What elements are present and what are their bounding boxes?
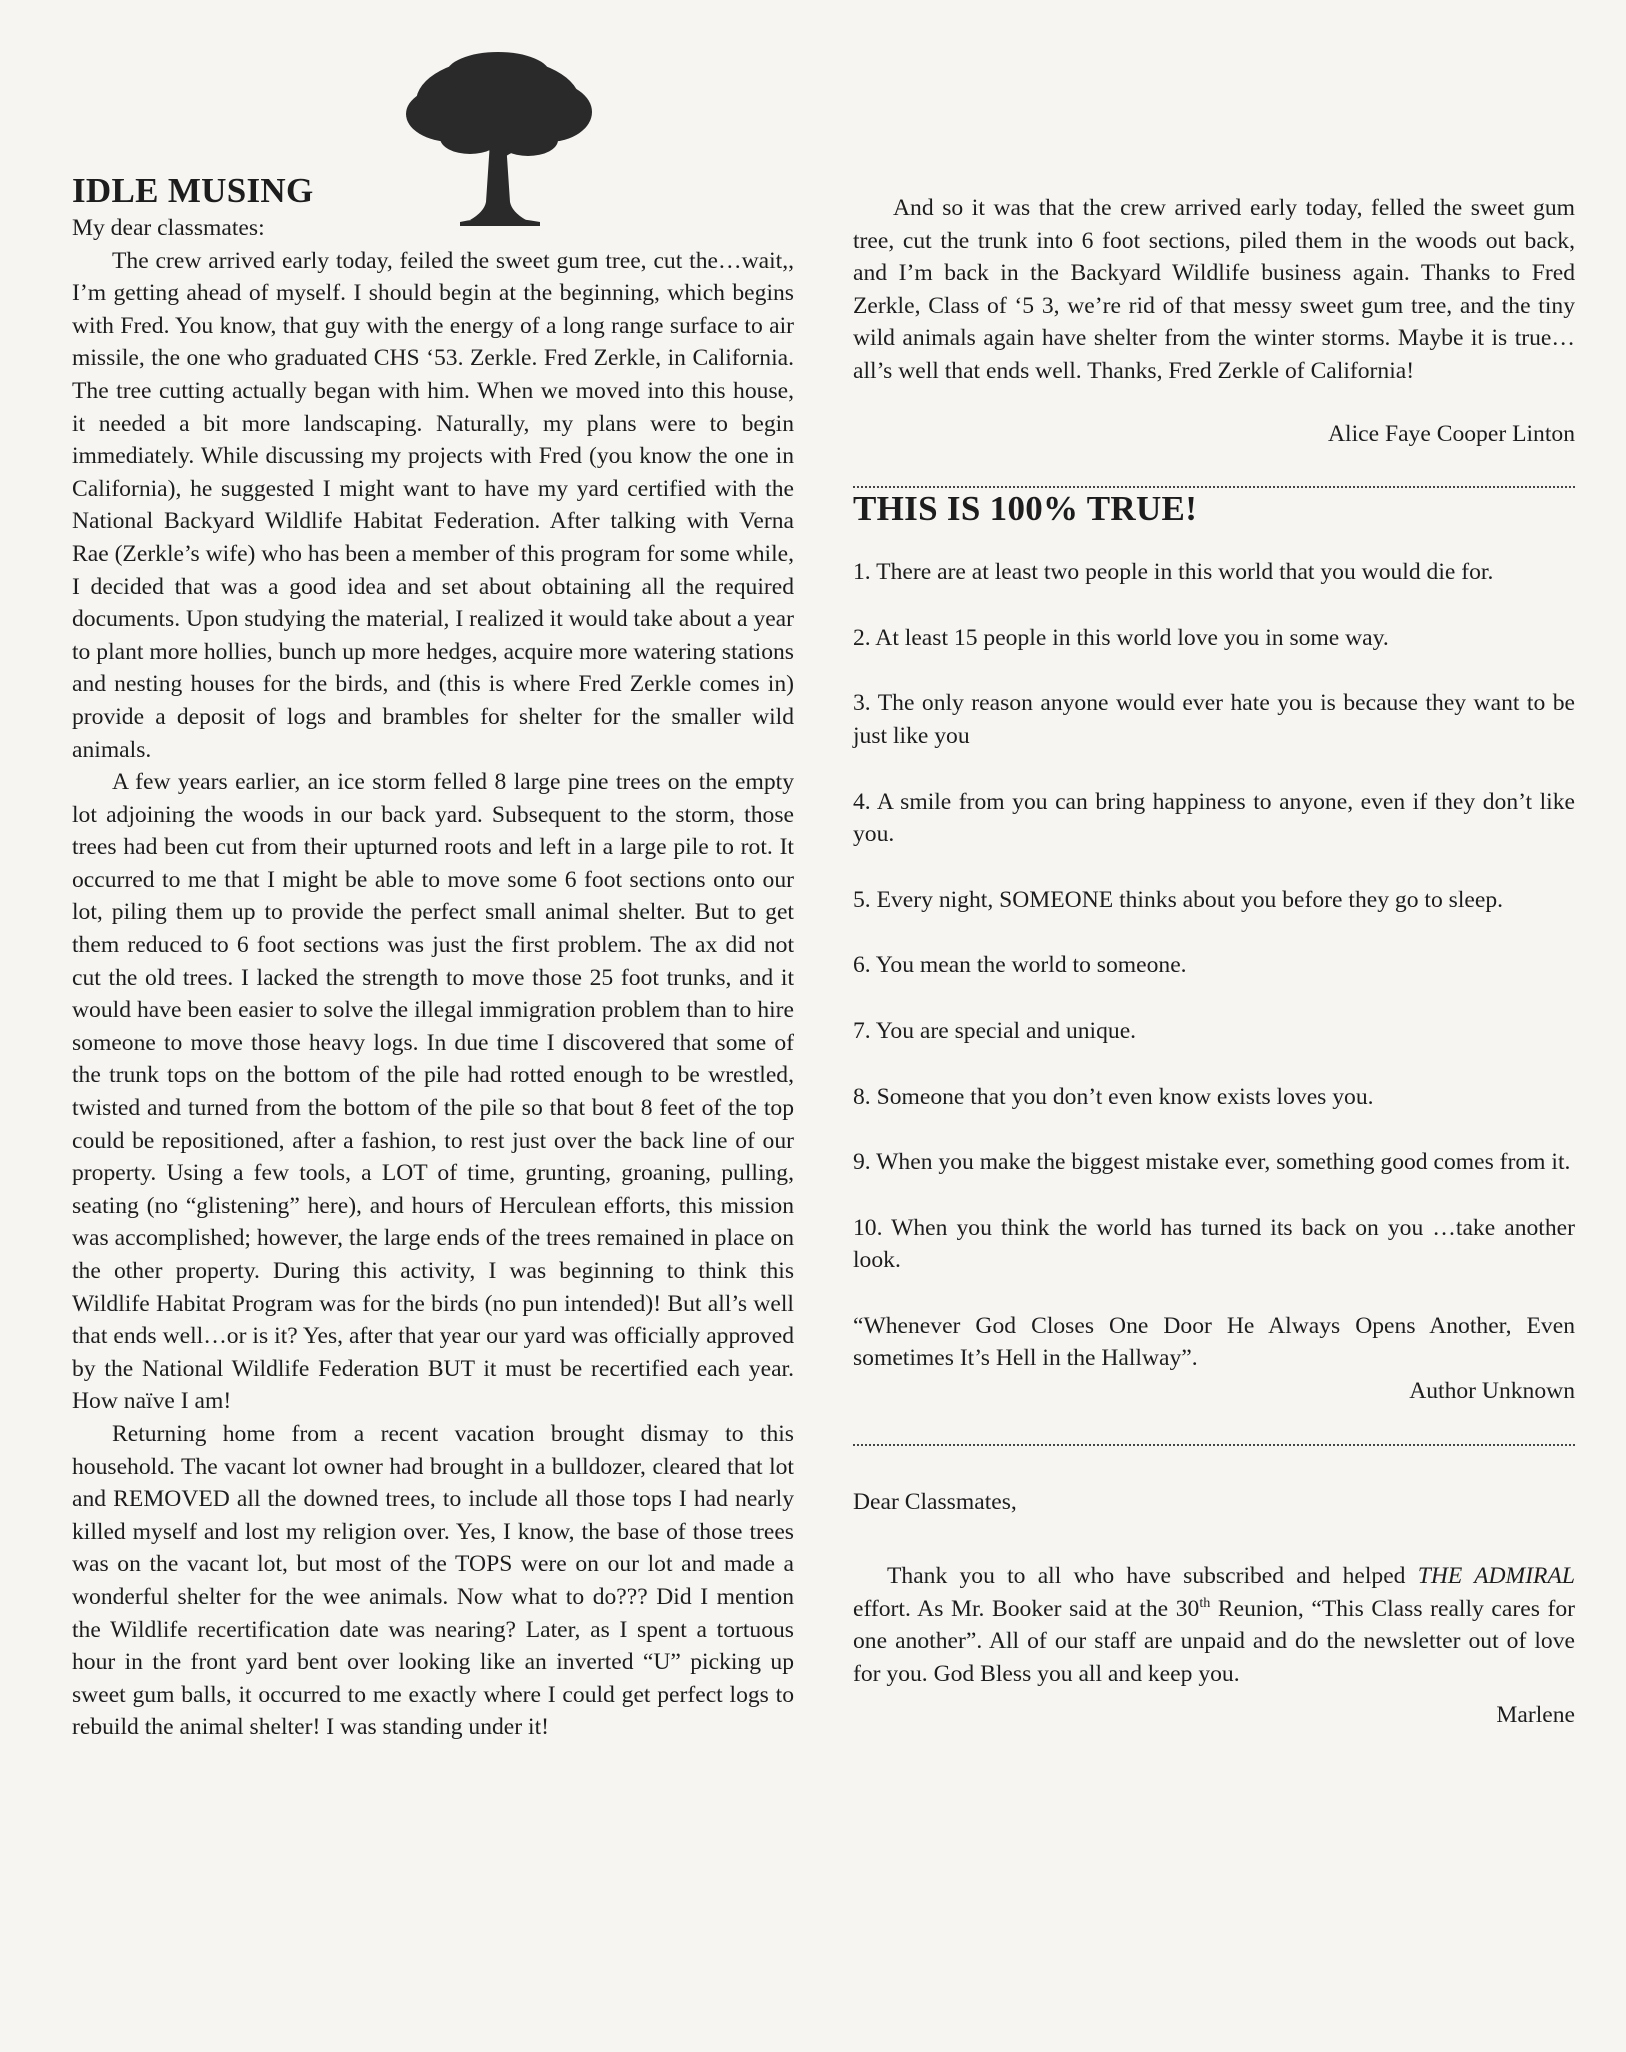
newsletter-name: THE ADMIRAL [1417, 1563, 1576, 1590]
editor-signature: Marlene [1496, 1701, 1575, 1728]
list-item: 9. When you make the biggest mistake ever, something good comes from it. [853, 1149, 1571, 1176]
list-item: 7. You are special and unique. [853, 1017, 1137, 1044]
dear-classmates: Dear Classmates, [853, 1488, 1017, 1515]
list-item: 6. You mean the world to someone. [853, 952, 1187, 979]
thanks-paragraph: Thank you to all who have subscribed and helped THE ADMIRAL effort. As Mr. Booker said at the 30th Reunion, “This Class really cares for one another”. All of our staff are unpaid and do the newsletter out of love for you. God Bless you all and keep you. [853, 1563, 1576, 1688]
dotted-divider [853, 1444, 1575, 1446]
list-item: 3. The only reason anyone would ever hate you is because they want to be just like you [853, 690, 1575, 749]
article-paragraph-3: Returning home from a recent vacation brought dismay to this household. The vacant lot owner had brought in a bulldozer, cleared that lot and REMOVED all the downed trees, to include all those tops I had nearly killed myself and lost my religion over. Yes, I know, the base of those trees was on the vacant lot, but most of the TOPS were on our lot and made a wonderful shelter for the wee animals. Now what to do??? Did I mention the Wildlife recertification date was nearing? Later, as I spent a tortuous hour in the front yard bent over looking like an inverted “U” picking up sweet gum balls, it occurred to me exactly where I could get perfect logs to rebuild the animal shelter! I was standing under it! [72, 1420, 794, 1741]
list-item: 5. Every night, SOMEONE thinks about you before they go to sleep. [853, 886, 1504, 913]
left-column [72, 170, 794, 1744]
quote: “Whenever God Closes One Door He Always Opens Another, Even sometimes It’s Hell in the Hallway”. [853, 1312, 1575, 1372]
true-list-title: THIS IS 100% TRUE! [853, 489, 1198, 529]
quote-author: Author Unknown [1409, 1378, 1575, 1405]
article-paragraph-1: The crew arrived early today, feiled the sweet gum tree, cut the…wait,, I’m getting ahead of myself. I should begin at the beginning, which begins with Fred. You know, that guy with the energy of a long range surface to air missile, the one who graduated CHS ‘53. Zerkle. Fred Zerkle, in California. The tree cutting actually began with him. When we moved into this house, it needed a bit more landscaping. Naturally, my plans were to begin immediately. While discussing my projects with Fred (you know the one in California), he suggested I might want to have my yard certified with the National Backyard Wildlife Habitat Federation. After talking with Verna Rae (Zerkle’s wife) who has been a member of this program for some while, I decided that was a good idea and set about obtaining all the required documents. Upon studying the material, I realized it would take about a year to plant more hollies, bunch up more hedges, acquire more watering stations and nesting houses for the birds, and (this is where Fred Zerkle comes in) provide a deposit of logs and brambles for shelter for the smaller wild animals. [72, 247, 795, 763]
salutation: My dear classmates: [72, 215, 265, 241]
article-continuation: And so it was that the crew arrived early today, felled the sweet gum tree, cut the trunk into 6 foot sections, piled them in the woods out back, and I’m back in the Backyard Wildlife business again. Thanks to Fred Zerkle, Class of ‘5 3, we’re rid of that messy sweet gum tree, and the tiny wild animals again have shelter from the winter storms. Maybe it is true…all’s well that ends well. Thanks, Fred Zerkle of California! [853, 195, 1575, 384]
right-column [853, 192, 1575, 1731]
list-item: 8. Someone that you don’t even know exists loves you. [853, 1083, 1374, 1110]
idle-musing-title: IDLE MUSING [72, 171, 314, 210]
author-signature: Alice Faye Cooper Linton [1327, 420, 1575, 447]
list-item: 4. A smile from you can bring happiness to anyone, even if they don’t like you. [853, 788, 1575, 848]
list-item: 2. At least 15 people in this world love you in some way. [853, 624, 1389, 651]
list-item: 10. When you think the world has turned its back on you …take another look. [853, 1214, 1575, 1274]
true-list [853, 556, 1575, 1277]
list-item: 1. There are at least two people in this world that you would die for. [853, 559, 1494, 586]
article-paragraph-2: A few years earlier, an ice storm felled 8 large pine trees on the empty lot adjoining the woods in our back yard. Subsequent to the storm, those trees had been cut from their upturned roots and left in a large pile to rot. It occurred to me that I might be able to move some 6 foot sections onto our lot, piling them up to provide the perfect small animal shelter. But to get them reduced to 6 foot sections was just the first problem. The ax did not cut the old trees. I lacked the strength to move those 25 foot trunks, and it would have been easier to solve the illegal immigration problem than to hire someone to move those heavy logs. In due time I discovered that some of the trunk tops on the bottom of the pile had rotted enough to be wrestled, twisted and turned from the bottom of the pile so that bout 8 feet of the top could be repositioned, after a fashion, to rest just over the back line of our property. Using a few tools, a LOT of time, grunting, groaning, pulling, seating (no “glistening” here), and hours of Herculean efforts, this mission was accomplished; however, the large ends of the trees remained in place on the other property. During this activity, I was beginning to think this Wildlife Habitat Program was for the birds (no pun intended)! But all’s well that ends well…or is it? Yes, after that year our yard was officially approved by the National Wildlife Federation BUT it must be recertified each year. How naïve I am! [72, 769, 794, 1415]
